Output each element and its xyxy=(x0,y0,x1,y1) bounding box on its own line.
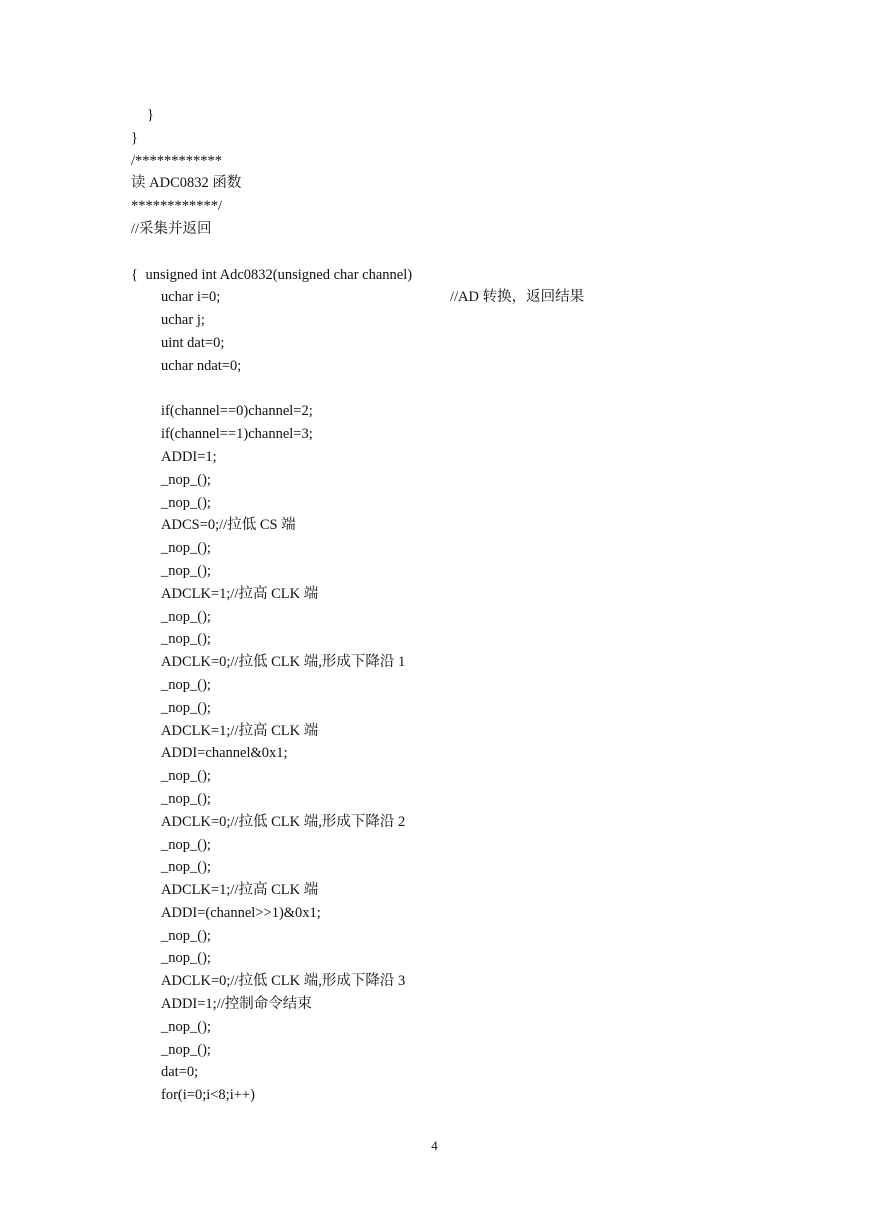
code-line: ADCLK=1;//拉高 CLK 端 xyxy=(161,722,319,739)
code-line: uchar i=0; xyxy=(161,289,221,306)
code-line-blank xyxy=(131,378,831,401)
function-comment: //AD 转换，返回结果 xyxy=(450,289,585,306)
code-line: _nop_(); xyxy=(161,1041,211,1058)
code-line: for(i=0;i<8;i++) xyxy=(161,1087,255,1104)
code-line: _nop_(); xyxy=(161,699,211,716)
code-line: _nop_(); xyxy=(161,608,211,625)
code-line: _nop_(); xyxy=(161,859,211,876)
code-line: ADCLK=1;//拉高 CLK 端 xyxy=(161,882,319,899)
code-line: 读 ADC0832 函数 xyxy=(131,175,242,192)
code-line: uchar j; xyxy=(161,312,205,329)
code-line: uint dat=0; xyxy=(161,334,225,351)
code-line: _nop_(); xyxy=(161,1018,211,1035)
code-line: _nop_(); xyxy=(161,836,211,853)
code-line: ADCLK=0;//拉低 CLK 端,形成下降沿 2 xyxy=(161,813,406,830)
code-line: ADDI=channel&0x1; xyxy=(161,745,288,762)
code-line: ************/ xyxy=(131,198,223,215)
code-line: _nop_(); xyxy=(161,494,211,511)
code-line: _nop_(); xyxy=(161,950,211,967)
code-line: ADCLK=0;//拉低 CLK 端,形成下降沿 3 xyxy=(161,973,406,990)
code-line: ADCLK=1;//拉高 CLK 端 xyxy=(161,585,319,602)
code-line: } xyxy=(147,107,154,123)
code-line: _nop_(); xyxy=(161,471,211,488)
code-line: if(channel==1)channel=3; xyxy=(161,426,313,443)
code-line: //采集并返回 xyxy=(131,220,212,237)
code-line: _nop_(); xyxy=(161,540,211,557)
code-line: if(channel==0)channel=2; xyxy=(161,403,313,420)
code-line: uchar ndat=0; xyxy=(161,357,242,374)
code-line: ADCS=0;//拉低 CS 端 xyxy=(161,517,296,534)
function-signature: unsigned int Adc0832(unsigned char channel) xyxy=(145,266,413,283)
page-number: 4 xyxy=(431,1138,438,1153)
code-line: /************ xyxy=(131,152,223,169)
code-line: _nop_(); xyxy=(161,562,211,579)
code-line: _nop_(); xyxy=(161,768,211,785)
code-listing xyxy=(131,104,831,1107)
code-line: ADDI=1; xyxy=(161,448,217,465)
code-line: _nop_(); xyxy=(161,676,211,693)
code-line: _nop_(); xyxy=(161,927,211,944)
code-line: ADDI=1;//控制命令结束 xyxy=(161,996,312,1013)
code-line: ADDI=(channel>>1)&0x1; xyxy=(161,904,321,921)
code-line: { xyxy=(131,266,138,283)
code-line: } xyxy=(131,129,138,146)
code-line: ADCLK=0;//拉低 CLK 端,形成下降沿 1 xyxy=(161,654,406,671)
code-line: _nop_(); xyxy=(161,631,211,648)
code-line: _nop_(); xyxy=(161,790,211,807)
code-line: dat=0; xyxy=(161,1064,199,1081)
